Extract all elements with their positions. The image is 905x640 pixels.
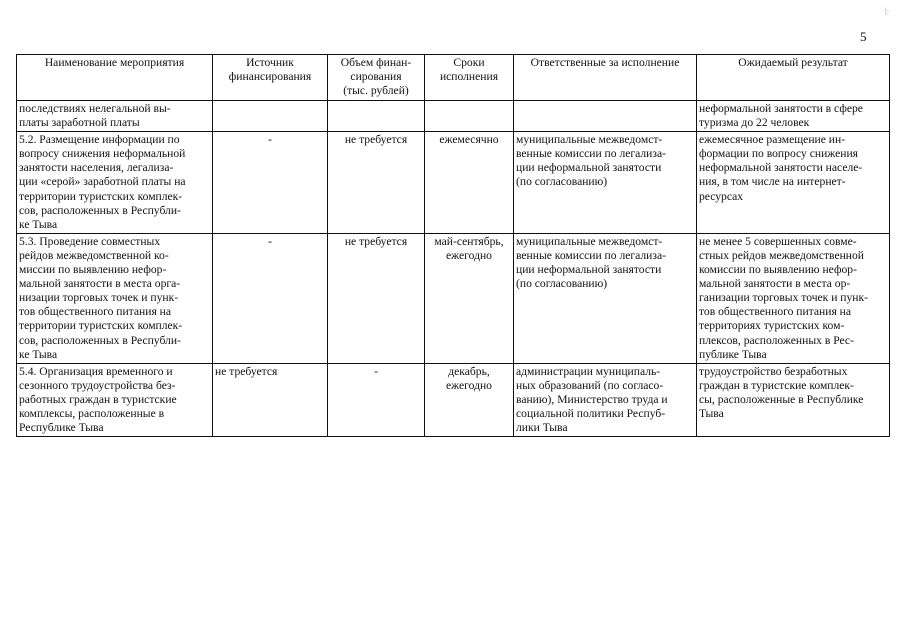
corner-mark: \: — [882, 5, 891, 17]
cell-expected-result: ежемесячное размещение ин- формации по вопросу снижения неформальной занятости населе- ния, в том числе на интернет- ресурсах — [697, 132, 890, 234]
cell-expected-result: трудоустройство безработных граждан в туристские комплек- сы, расположенные в Республике Тыва — [697, 363, 890, 436]
cell-expected-result: неформальной занятости в сфере туризма до 22 человек — [697, 101, 890, 132]
cell-expected-result: не менее 5 совершенных совме- стных рейдов межведомственной комиссии по выявлению нефор- мальной занятости в места ор- ганизации торговых точек и пунк- тов общественного питания на территориях туристских ком- плексов, расположенных в Рес- публике Тыва — [697, 233, 890, 363]
measures-table — [16, 54, 890, 437]
cell-event-name: 5.3. Проведение совместных рейдов межведомственной ко- миссии по выявлению нефор- мальной занятости в места орга- низации торговых точек и пунк- тов общественного питания на территории туристских комплек- сов, расположенных в Республи- ке Тыва — [17, 233, 213, 363]
cell-deadline: декабрь, ежегодно — [425, 363, 514, 436]
cell-responsible: муниципальные межведомст- венные комиссии по легализа- ции неформальной занятости (по согласованию) — [514, 233, 697, 363]
table-row — [17, 363, 890, 436]
cell-funding-source: не требуется — [213, 363, 328, 436]
header-expected-result: Ожидаемый результат — [697, 55, 890, 101]
table-row — [17, 101, 890, 132]
cell-event-name: последствиях нелегальной вы- платы заработной платы — [17, 101, 213, 132]
table-header-row — [17, 55, 890, 101]
cell-deadline: май-сентябрь, ежегодно — [425, 233, 514, 363]
cell-responsible: администрации муниципаль- ных образований (по согласо- ванию), Министерство труда и социальной политики Респуб- лики Тыва — [514, 363, 697, 436]
header-funding-volume: Объем финан- сирования (тыс. рублей) — [328, 55, 425, 101]
cell-deadline: ежемесячно — [425, 132, 514, 234]
cell-funding-volume — [328, 101, 425, 132]
header-deadline: Сроки исполнения — [425, 55, 514, 101]
page-number: 5 — [860, 29, 867, 44]
cell-deadline — [425, 101, 514, 132]
cell-funding-source: - — [213, 233, 328, 363]
cell-responsible: муниципальные межведомст- венные комиссии по легализа- ции неформальной занятости (по согласованию) — [514, 132, 697, 234]
header-responsible: Ответственные за исполнение — [514, 55, 697, 101]
cell-funding-source — [213, 101, 328, 132]
cell-funding-volume: не требуется — [328, 132, 425, 234]
cell-event-name: 5.2. Размещение информации по вопросу снижения неформальной занятости населения, легализа- ции «серой» заработной платы на территории туристских комплек- сов, расположенных в Республи- ке Тыва — [17, 132, 213, 234]
header-event-name: Наименование мероприятия — [17, 55, 213, 101]
cell-event-name: 5.4. Организация временного и сезонного трудоустройства без- работных граждан в туристские комплексы, расположенные в Республике Тыва — [17, 363, 213, 436]
header-funding-source: Источник финансирования — [213, 55, 328, 101]
cell-responsible — [514, 101, 697, 132]
cell-funding-source: - — [213, 132, 328, 234]
table-row — [17, 233, 890, 363]
cell-funding-volume: не требуется — [328, 233, 425, 363]
cell-funding-volume: - — [328, 363, 425, 436]
table-row — [17, 132, 890, 234]
